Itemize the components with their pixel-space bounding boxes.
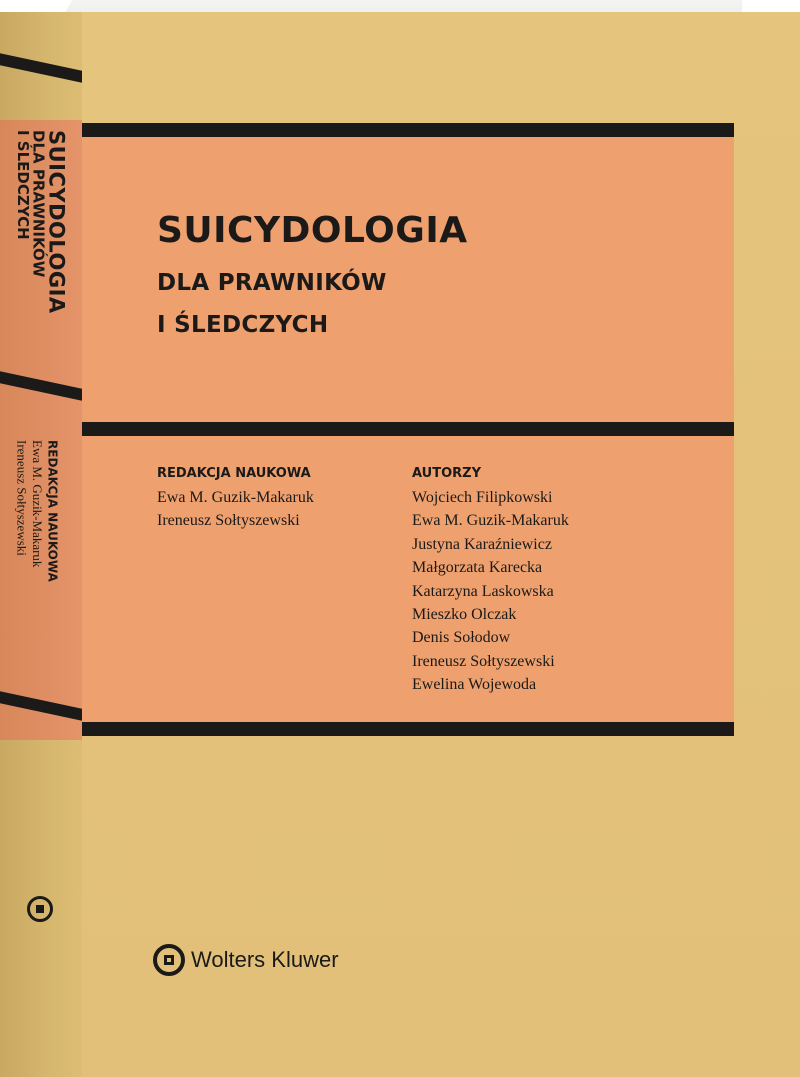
spine-subtitle-2: I ŚLEDCZYCH [13, 130, 32, 240]
spine-subtitle-1: DLA PRAWNIKÓW [29, 130, 48, 278]
spine-title [14, 130, 68, 314]
cover-rule-middle [82, 422, 734, 436]
author-name: Justyna Karaźniewicz [412, 535, 552, 553]
editors-heading: REDAKCJA NAUKOWA [157, 466, 311, 481]
editor-name: Ewa M. Guzik-Makaruk [157, 489, 314, 506]
cover-rule-top [82, 123, 734, 137]
author-name: Ewa M. Guzik-Makaruk [412, 512, 569, 530]
book-title: SUICYDOLOGIA [157, 210, 468, 251]
spine-publisher-logo-icon [27, 896, 53, 922]
spine-editors [14, 440, 60, 582]
author-name: Wojciech Filipkowski [412, 489, 553, 506]
spine-editor-1: Ewa M. Guzik-Makaruk [30, 440, 46, 568]
author-name: Ireneusz Sołtyszewski [412, 652, 555, 670]
cover-rule-bottom [82, 722, 734, 736]
publisher-mark [153, 940, 339, 980]
authors-list [412, 486, 569, 697]
spine-title-main: SUICYDOLOGIA [44, 130, 69, 314]
book-subtitle-line-1: DLA PRAWNIKÓW [157, 270, 387, 296]
spine-editors-heading: REDAKCJA NAUKOWA [45, 440, 60, 582]
author-name: Ewelina Wojewoda [412, 676, 537, 694]
book-subtitle-line-2: I ŚLEDCZYCH [157, 312, 329, 338]
authors-heading: AUTORZY [412, 466, 481, 481]
publisher-name: Wolters Kluwer [191, 947, 339, 972]
author-name: Małgorzata Karecka [412, 559, 543, 577]
author-name: Mieszko Olczak [412, 605, 517, 623]
spine-editor-2: Ireneusz Sołtyszewski [14, 440, 30, 556]
author-name: Denis Sołodow [412, 629, 511, 647]
author-name: Katarzyna Laskowska [412, 582, 554, 600]
editor-name: Ireneusz Sołtyszewski [157, 512, 300, 530]
wolters-kluwer-logo-icon [153, 944, 185, 976]
editors-list [157, 486, 314, 533]
